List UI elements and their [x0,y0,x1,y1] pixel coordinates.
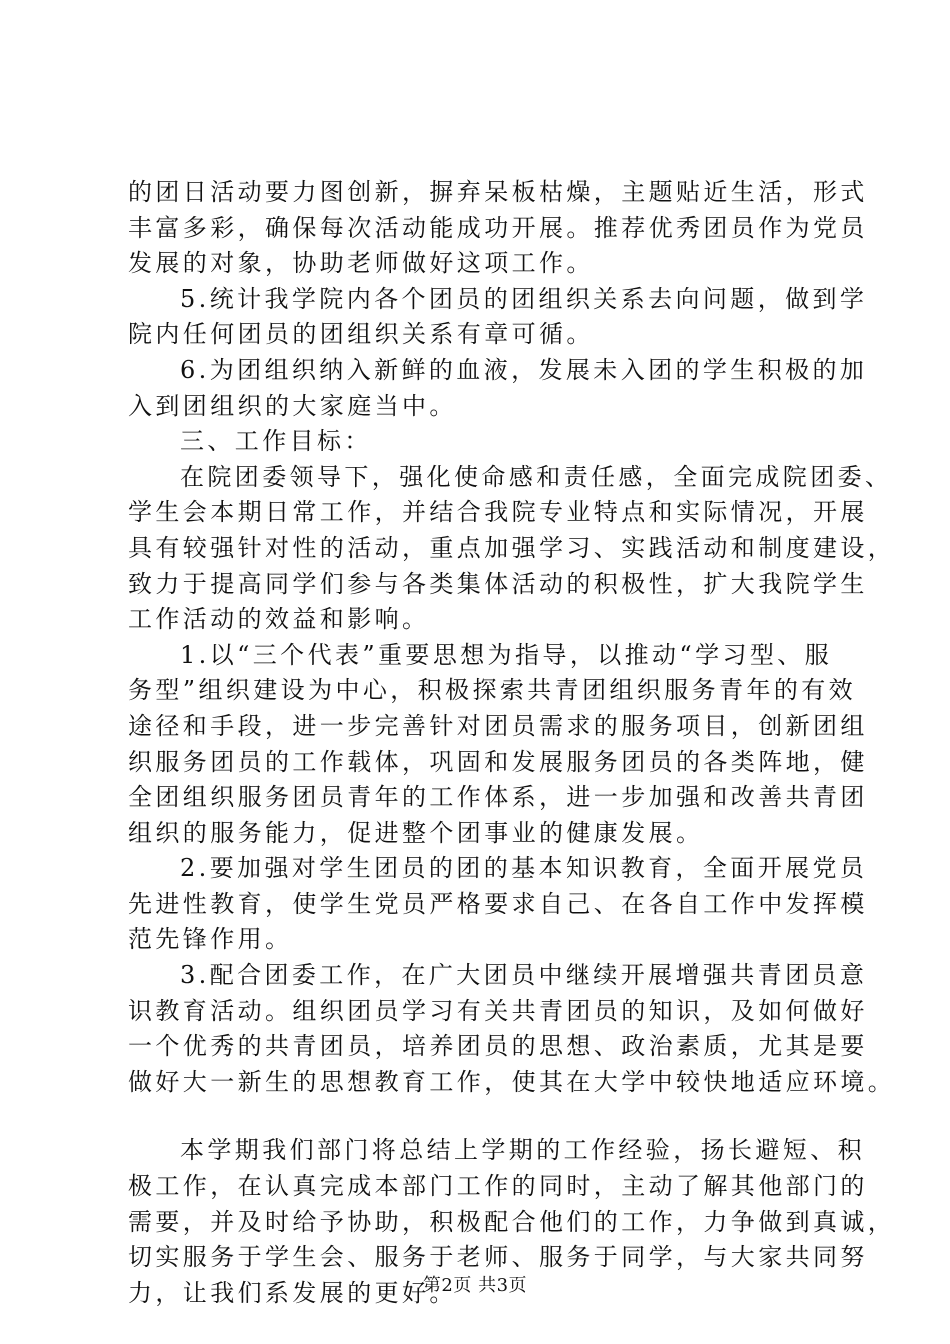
text-line: 院内任何团员的团组织关系有章可循。 [128,320,594,349]
paragraph-gap [128,1100,848,1133]
text-line: 切实服务于学生会、服务于老师、服务于同学，与大家共同努 [128,1243,868,1272]
text-line: 的团日活动要力图创新，摒弃呆板枯燥，主题贴近生活，形式 [128,178,868,206]
text-line: 发展的对象，协助老师做好这项工作。 [128,249,594,278]
text-line: 在院团委领导下，强化使命感和责任感，全面完成院团委、 [180,462,893,491]
text-line: 致力于提高同学们参与各类集体活动的积极性，扩大我院学生 [128,569,868,598]
text-line: 做好大一新生的思想教育工作，使其在大学中较快地适应环境。 [128,1067,896,1096]
text-line: 全团组织服务团员青年的工作体系，进一步加强和改善共青团 [128,783,868,812]
text-line: 1.以“三个代表”重要思想为指导，以推动“学习型、服 [180,640,833,669]
text-line: 范先锋作用。 [128,925,293,954]
text-line: 2.要加强对学生团员的团的基本知识教育，全面开展党员 [180,854,868,883]
text-line: 工作活动的效益和影响。 [128,605,430,634]
text-line: 先进性教育，使学生党员严格要求自己、在各自工作中发挥模 [128,889,868,918]
text-line: 织服务团员的工作载体，巩固和发展服务团员的各类阵地，健 [128,747,868,776]
text-line: 丰富多彩，确保每次活动能成功开展。推荐优秀团员作为党员 [128,213,868,242]
text-line: 务型”组织建设为中心，积极探索共青团组织服务青年的有效 [128,676,857,705]
document-body [128,175,896,1311]
text-line: 6.为团组织纳入新鲜的血液，发展未入团的学生积极的加 [180,355,868,384]
text-line: 需要，并及时给予协助，积极配合他们的工作，力争做到真诚， [128,1207,896,1236]
text-line: 本学期我们部门将总结上学期的工作经验，扬长避短、积 [180,1136,865,1165]
text-line: 5.统计我学院内各个团员的团组织关系去向问题，做到学 [180,284,868,313]
text-line: 一个优秀的共青团员，培养团员的思想、政治素质，尤其是要 [128,1032,868,1061]
text-line: 极工作，在认真完成本部门工作的同时，主动了解其他部门的 [128,1172,868,1201]
text-line: 具有较强针对性的活动，重点加强学习、实践活动和制度建设， [128,533,896,562]
page-footer: 第2页 共3页 [422,1275,528,1296]
text-line: 识教育活动。组织团员学习有关共青团员的知识，及如何做好 [128,996,868,1025]
text-line: 途径和手段，进一步完善针对团员需求的服务项目，创新团组 [128,711,868,740]
text-line: 力，让我们系发展的更好。 [128,1278,457,1307]
text-line: 3.配合团委工作，在广大团员中继续开展增强共青团员意 [180,961,868,990]
text-line: 学生会本期日常工作，并结合我院专业特点和实际情况，开展 [128,498,868,527]
text-line: 入到团组织的大家庭当中。 [128,391,457,420]
text-line: 组织的服务能力，促进整个团事业的健康发展。 [128,818,704,847]
section-heading: 三、工作目标： [180,427,372,456]
